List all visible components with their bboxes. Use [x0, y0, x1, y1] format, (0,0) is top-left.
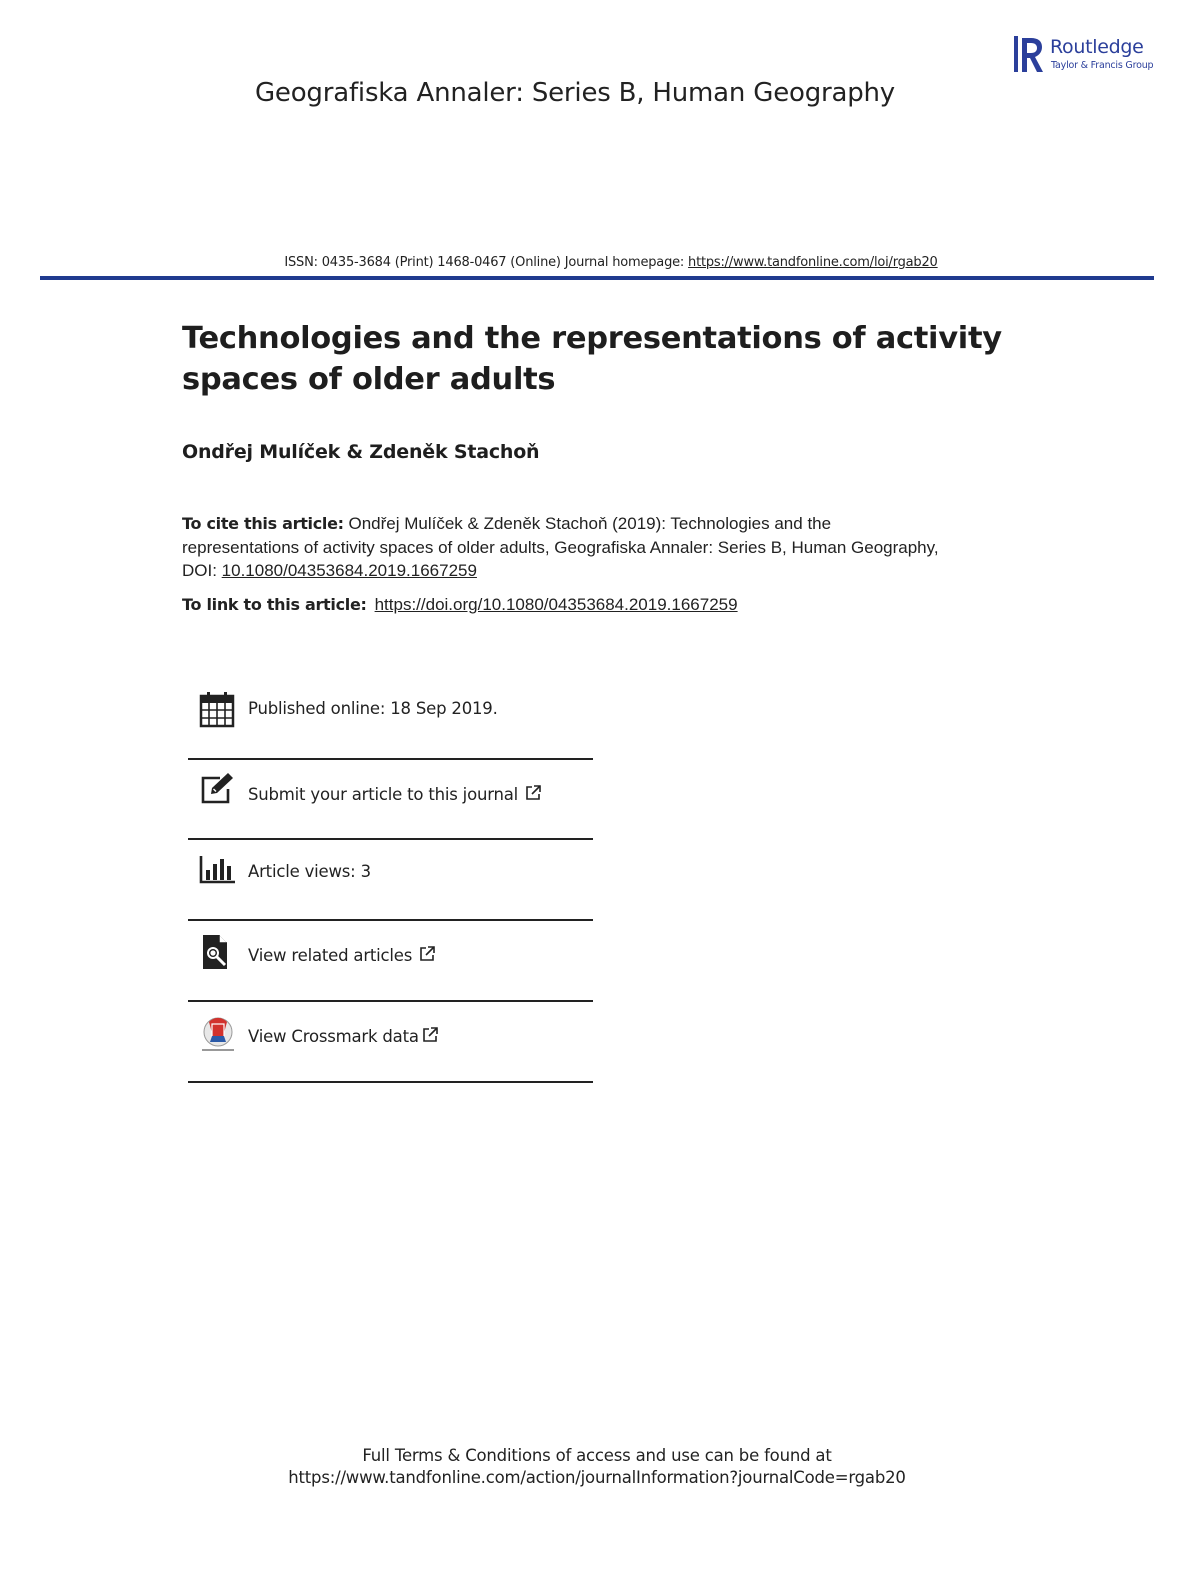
external-link-icon [524, 784, 542, 802]
submit-label: Submit your article to this journal [248, 785, 519, 804]
link-label: To link to this article: [182, 595, 367, 614]
article-info-list [188, 676, 593, 1083]
crossmark-icon [198, 1016, 238, 1056]
publisher-logo [1014, 34, 1164, 76]
article-title: Technologies and the representations of activity spaces of older adults [182, 321, 1002, 397]
external-link-icon [418, 945, 436, 963]
journal-homepage-link[interactable]: https://www.tandfonline.com/loi/rgab20 [688, 255, 938, 270]
citation [182, 512, 942, 583]
crossmark-label: View Crossmark data [248, 1027, 419, 1046]
routledge-logo-icon [1014, 34, 1044, 74]
article-authors: Ondřej Mulíček & Zdeněk Stachoň [182, 441, 540, 463]
journal-title: Geografiska Annaler: Series B, Human Geography [254, 78, 895, 108]
edit-icon [198, 772, 238, 812]
citation-label: To cite this article: [182, 514, 344, 533]
article-url-link[interactable]: https://doi.org/10.1080/04353684.2019.1667259 [374, 595, 738, 614]
related-articles-link[interactable] [188, 921, 593, 1002]
article-link-line [182, 595, 738, 615]
issn-line [0, 255, 1200, 270]
calendar-icon [198, 690, 238, 730]
footer-terms [0, 1445, 1194, 1489]
related-label: View related articles [248, 946, 413, 965]
published-date: Published online: 18 Sep 2019. [248, 699, 498, 718]
publisher-name: Routledge [1050, 36, 1144, 58]
submit-article-link[interactable] [188, 760, 593, 840]
doi-link[interactable]: 10.1080/04353684.2019.1667259 [221, 561, 477, 580]
bar-chart-icon [198, 852, 238, 892]
citation-text: Ondřej Mulíček & Zdeněk Stachoň (2019): Technologies and the representations of activity spaces of older adults, Geografiska Annaler: Series B, Human Geography, DOI: [182, 514, 939, 580]
external-link-icon [421, 1026, 439, 1044]
issn-text: ISSN: 0435-3684 (Print) 1468-0467 (Online) Journal homepage: [284, 255, 689, 270]
views-row [188, 840, 593, 921]
document-search-icon [198, 933, 238, 973]
publisher-group: Taylor & Francis Group [1051, 60, 1154, 71]
crossmark-link[interactable] [188, 1002, 593, 1083]
published-row [188, 676, 593, 760]
header-divider [40, 276, 1154, 280]
footer-terms-link[interactable]: https://www.tandfonline.com/action/journalInformation?journalCode=rgab20 [288, 1468, 906, 1487]
footer-line-1: Full Terms & Conditions of access and use can be found at [362, 1446, 832, 1465]
article-views: Article views: 3 [248, 862, 371, 881]
